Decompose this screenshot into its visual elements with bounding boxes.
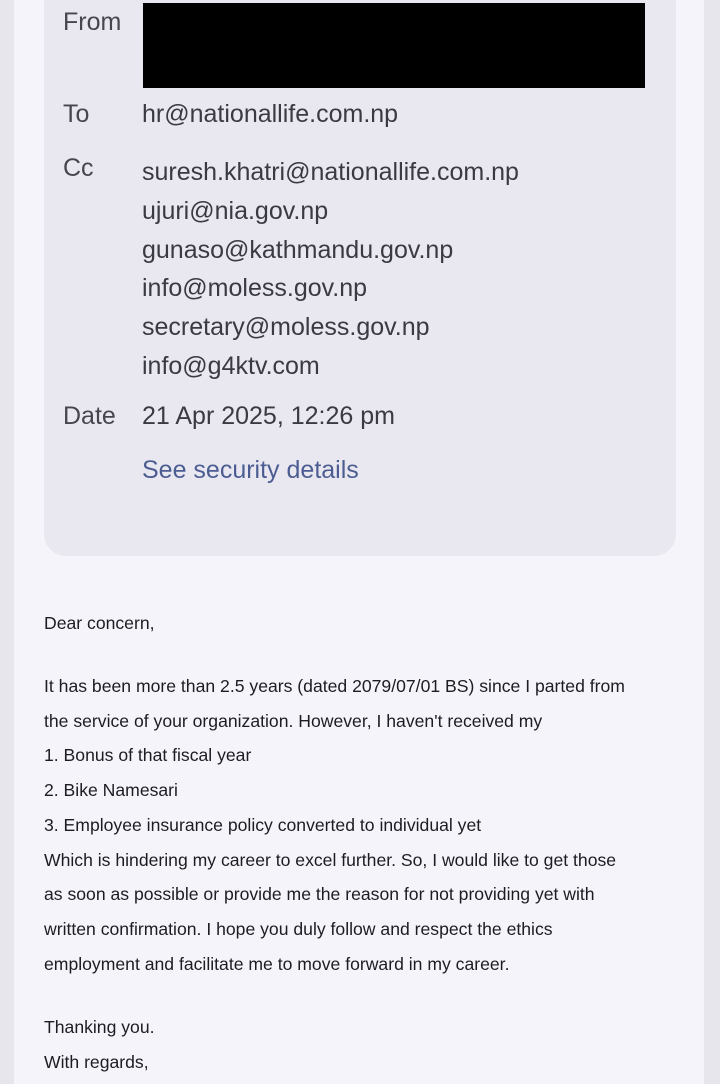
closing-line: Thanking you. — [44, 1017, 155, 1037]
body-line: 2. Bike Namesari — [44, 780, 178, 801]
body-paragraph — [44, 669, 625, 981]
to-address[interactable]: hr@nationallife.com.np — [142, 100, 399, 128]
cc-address[interactable]: ujuri@nia.gov.np — [142, 196, 329, 225]
security-details-link[interactable]: See security details — [142, 456, 359, 484]
body-line: It has been more than 2.5 years (dated 2079/07/01 BS) since I parted from — [44, 676, 625, 696]
cc-address[interactable]: info@g4ktv.com — [142, 351, 320, 380]
greeting: Dear concern, — [44, 613, 155, 633]
from-label: From — [63, 8, 122, 36]
body-line: 1. Bonus of that fiscal year — [44, 745, 252, 766]
from-value-redacted — [143, 3, 645, 88]
date-value: 21 Apr 2025, 12:26 pm — [142, 402, 395, 430]
body-line: as soon as possible or provide me the reason for not providing yet with — [44, 884, 595, 905]
closing — [44, 1010, 155, 1079]
cc-address[interactable]: gunaso@kathmandu.gov.np — [142, 235, 454, 264]
cc-address-list — [142, 153, 519, 386]
cc-label: Cc — [63, 154, 94, 182]
body-line: 3. Employee insurance policy converted to individual yet — [44, 814, 482, 835]
date-label: Date — [63, 402, 116, 430]
body-line: Which is hindering my career to excel further. So, I would like to get those — [44, 849, 617, 870]
cc-address[interactable]: secretary@moless.gov.np — [142, 313, 430, 342]
body-line: employment and facilitate me to move forward in my career. — [44, 953, 510, 974]
cc-address[interactable]: info@moless.gov.np — [142, 274, 368, 303]
closing-line: With regards, — [44, 1051, 149, 1072]
cc-address[interactable]: suresh.khatri@nationallife.com.np — [142, 158, 519, 186]
to-label: To — [63, 100, 90, 128]
body-line: written confirmation. I hope you duly follow and respect the ethics — [44, 918, 553, 939]
body-line: the service of your organization. However, I haven't received my — [44, 710, 543, 731]
